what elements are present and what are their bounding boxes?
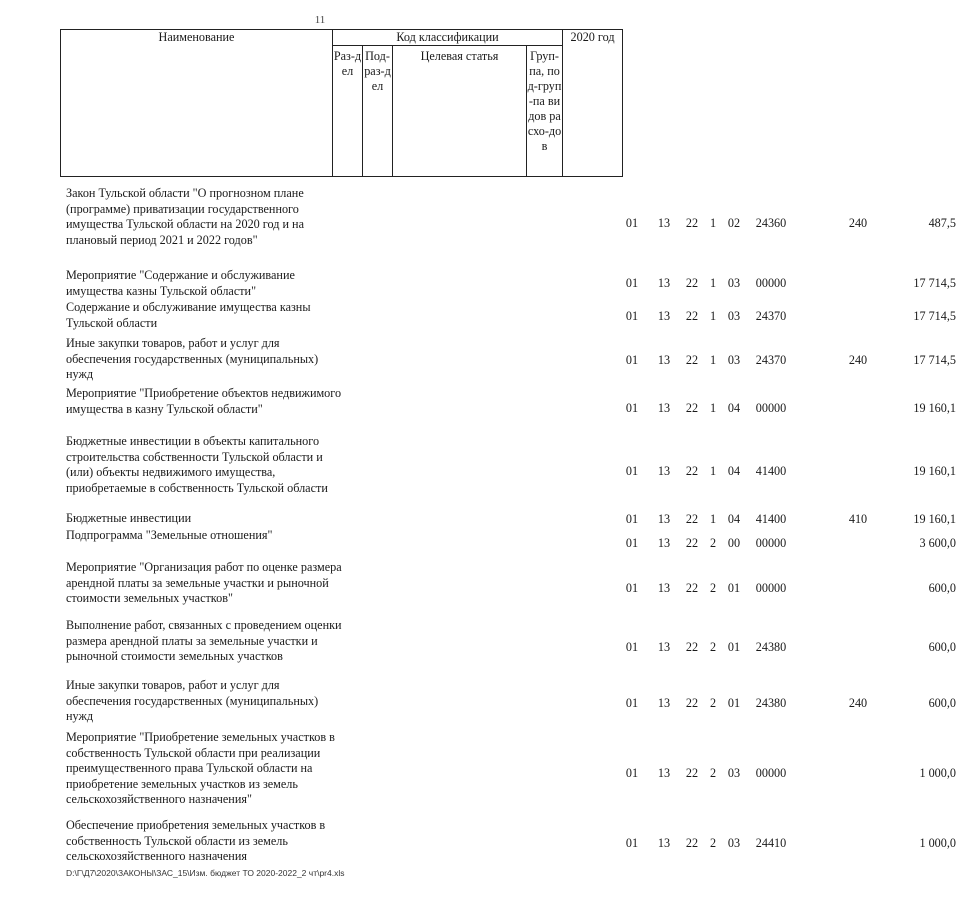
cell-vr: 410 — [848, 511, 868, 526]
table-header — [60, 29, 623, 177]
row-name: Иные закупки товаров, работ и услуг для обеспечения государственных (муниципальных) нужд — [66, 336, 319, 382]
table-row — [66, 268, 956, 300]
cell-c2: 1 — [709, 309, 717, 323]
cell-c4: 24360 — [755, 216, 787, 230]
table-row — [66, 434, 956, 510]
cell-razdel: 01 — [625, 766, 639, 780]
cell-razdel: 01 — [625, 276, 639, 290]
cell-c1: 22 — [685, 766, 699, 780]
cell-c4: 41400 — [755, 464, 787, 478]
cell-razdel: 01 — [625, 309, 639, 323]
table-row — [66, 336, 956, 386]
cell-amount: 17 714,5 — [913, 276, 956, 290]
row-name: Бюджетные инвестиции — [66, 511, 192, 525]
cell-amount: 17 714,5 — [913, 353, 956, 367]
table-row — [66, 560, 956, 618]
cell-c2: 2 — [709, 836, 717, 850]
cell-podrazdel: 13 — [657, 216, 671, 230]
row-name: Мероприятие "Приобретение объектов недвижимого имущества в казну Тульской области" — [66, 386, 342, 416]
table-row — [66, 511, 956, 528]
cell-c1: 22 — [685, 536, 699, 550]
file-path: D:\Г\Д7\2020\ЗАКОНЫ\ЗАС_15\Изм. бюджет ТО 2020-2022_2 чт\pr4.xls — [66, 868, 345, 878]
cell-c4: 24370 — [755, 309, 787, 323]
row-name: Мероприятие "Организация работ по оценке размера арендной платы за земельные участки и рыночной стоимости земельных участков" — [66, 560, 342, 606]
row-name: Мероприятие "Содержание и обслуживание имущества казны Тульской области" — [66, 268, 295, 298]
table-row — [66, 618, 956, 678]
cell-amount: 19 160,1 — [913, 401, 956, 415]
cell-c3: 03 — [727, 309, 741, 323]
header-razdel: Раз-дел — [333, 46, 363, 177]
cell-c1: 22 — [685, 464, 699, 478]
table-row — [66, 678, 956, 730]
cell-razdel: 01 — [625, 836, 639, 850]
cell-podrazdel: 13 — [657, 276, 671, 290]
cell-podrazdel: 13 — [657, 766, 671, 780]
row-name: Бюджетные инвестиции в объекты капитального строительства собственности Тульской области и (или) объекты недвижимого имущества, приобретаемые в собственность Тульской области — [66, 434, 328, 495]
cell-razdel: 01 — [625, 464, 639, 478]
header-name: Наименование — [61, 30, 333, 177]
cell-podrazdel: 13 — [657, 353, 671, 367]
cell-c4: 00000 — [755, 276, 787, 290]
page-number: 11 — [314, 14, 326, 26]
cell-razdel: 01 — [625, 581, 639, 595]
cell-c1: 22 — [685, 276, 699, 290]
cell-c2: 1 — [709, 276, 717, 290]
header-target: Целевая статья — [393, 46, 527, 177]
cell-c4: 24380 — [755, 640, 787, 654]
cell-c3: 04 — [727, 511, 741, 526]
cell-c3: 03 — [727, 276, 741, 290]
cell-c3: 01 — [727, 581, 741, 595]
cell-razdel: 01 — [625, 696, 639, 710]
cell-podrazdel: 13 — [657, 581, 671, 595]
row-name: Выполнение работ, связанных с проведением оценки размера арендной платы за земельные участки и рыночной стоимости земельных участков — [66, 618, 342, 664]
cell-c1: 22 — [685, 640, 699, 654]
cell-razdel: 01 — [625, 511, 639, 526]
cell-c1: 22 — [685, 696, 699, 710]
cell-c1: 22 — [685, 836, 699, 850]
cell-podrazdel: 13 — [657, 640, 671, 654]
cell-c3: 03 — [727, 836, 741, 850]
cell-c3: 03 — [727, 766, 741, 780]
table-row — [66, 730, 956, 818]
cell-razdel: 01 — [625, 401, 639, 415]
row-name: Содержание и обслуживание имущества казны Тульской области — [66, 300, 311, 330]
cell-c4: 24380 — [755, 696, 787, 710]
cell-c3: 04 — [727, 464, 741, 478]
table-row — [66, 186, 956, 262]
row-name: Обеспечение приобретения земельных участков в собственность Тульской области из земель сельскохозяйственного назначения — [66, 818, 326, 864]
table-body — [66, 186, 956, 870]
cell-c4: 00000 — [755, 581, 787, 595]
cell-c4: 24370 — [755, 353, 787, 367]
cell-c2: 1 — [709, 511, 717, 526]
cell-podrazdel: 13 — [657, 309, 671, 323]
cell-c1: 22 — [685, 401, 699, 415]
cell-c2: 2 — [709, 696, 717, 710]
table-row — [66, 528, 956, 560]
cell-c2: 1 — [709, 401, 717, 415]
cell-c3: 02 — [727, 216, 741, 230]
row-name: Иные закупки товаров, работ и услуг для обеспечения государственных (муниципальных) нужд — [66, 678, 319, 724]
row-name: Подпрограмма "Земельные отношения" — [66, 528, 273, 542]
cell-c1: 22 — [685, 309, 699, 323]
cell-amount: 1 000,0 — [919, 766, 956, 780]
cell-c1: 22 — [685, 216, 699, 230]
cell-c3: 01 — [727, 696, 741, 710]
cell-vr: 240 — [848, 353, 868, 367]
header-code-group: Код классификации — [333, 30, 563, 46]
cell-podrazdel: 13 — [657, 836, 671, 850]
cell-vr: 240 — [848, 216, 868, 230]
cell-amount: 1 000,0 — [919, 836, 956, 850]
cell-podrazdel: 13 — [657, 536, 671, 550]
cell-razdel: 01 — [625, 640, 639, 654]
cell-c2: 1 — [709, 353, 717, 367]
cell-c4: 24410 — [755, 836, 787, 850]
cell-c3: 03 — [727, 353, 741, 367]
cell-c4: 41400 — [755, 511, 787, 526]
cell-c1: 22 — [685, 511, 699, 526]
cell-c2: 1 — [709, 464, 717, 478]
cell-amount: 600,0 — [928, 640, 956, 654]
cell-amount: 600,0 — [928, 696, 956, 710]
cell-c3: 01 — [727, 640, 741, 654]
cell-podrazdel: 13 — [657, 464, 671, 478]
cell-amount: 600,0 — [928, 581, 956, 595]
row-name: Закон Тульской области "О прогнозном плане (программе) приватизации государственного имущества Тульской области на 2020 год и на плановый период 2021 и 2022 годов" — [66, 186, 304, 247]
table-row — [66, 386, 956, 432]
cell-c2: 2 — [709, 766, 717, 780]
cell-podrazdel: 13 — [657, 511, 671, 526]
cell-c4: 00000 — [755, 766, 787, 780]
cell-amount: 487,5 — [928, 216, 956, 230]
cell-razdel: 01 — [625, 353, 639, 367]
cell-c2: 2 — [709, 536, 717, 550]
header-podrazdel: Под-раз-дел — [363, 46, 393, 177]
cell-podrazdel: 13 — [657, 696, 671, 710]
table-row — [66, 300, 956, 334]
cell-razdel: 01 — [625, 536, 639, 550]
header-group: Груп-па, под-груп-па видов расхо-дов — [527, 46, 563, 177]
cell-c1: 22 — [685, 353, 699, 367]
cell-c4: 00000 — [755, 536, 787, 550]
header-year: 2020 год — [563, 30, 623, 177]
cell-c2: 2 — [709, 640, 717, 654]
cell-amount: 3 600,0 — [919, 536, 956, 550]
cell-c4: 00000 — [755, 401, 787, 415]
table-row — [66, 818, 956, 870]
cell-c2: 1 — [709, 216, 717, 230]
cell-vr: 240 — [848, 696, 868, 710]
cell-razdel: 01 — [625, 216, 639, 230]
cell-amount: 19 160,1 — [913, 511, 956, 526]
cell-amount: 17 714,5 — [913, 309, 956, 323]
cell-c1: 22 — [685, 581, 699, 595]
cell-c2: 2 — [709, 581, 717, 595]
cell-amount: 19 160,1 — [913, 464, 956, 478]
cell-podrazdel: 13 — [657, 401, 671, 415]
cell-c3: 04 — [727, 401, 741, 415]
row-name: Мероприятие "Приобретение земельных участков в собственность Тульской области при реализации преимущественного права Тульской области на приобретение земельных участков из земель сельскохозяйственного назначения" — [66, 730, 335, 807]
cell-c3: 00 — [727, 536, 741, 550]
